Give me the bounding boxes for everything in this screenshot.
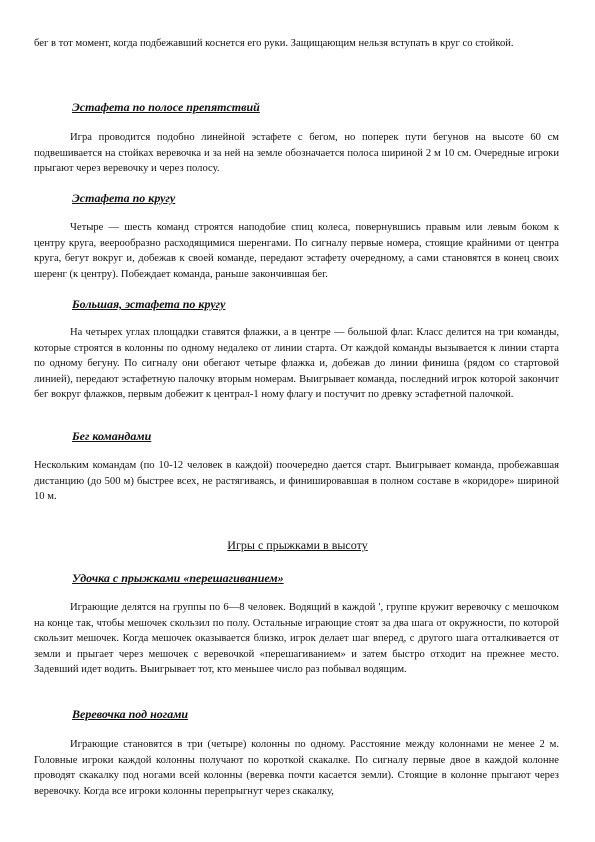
- paragraph-continuation: бег в тот момент, когда подбежавший коснется его руки. Защищающим нельзя вступать в круг со стойкой.: [34, 38, 514, 49]
- paragraph-jump-rod: Играющие делятся на группы по 6—8 человек. Водящий в каждой ', группе кружит веревочку с мешочком на конце так, чтобы мешочек скользил по полу. Остальные играющие стоят за два шага от окружности, по которой скользит мешочек. Когда мешочек оказывается близко, игрок делает шаг вперед, с другого шага отталкивается от земли и прыгает через мешочек с веревочкой «перешагиванием» и затем быстро отходит на прежнее место. Задевший идет водить. Выигрывает тот, кто меньшее число раз побывал водящим.: [34, 602, 559, 675]
- section-title-high-jump-games: Игры с прыжками в высоту: [227, 538, 368, 552]
- heading-jump-rod: Удочка с прыжками «перешагиванием»: [72, 571, 284, 585]
- paragraph-rope-under-feet: Играющие становятся в три (четыре) колонны по одному. Расстояние между колоннами не менее 2 м. Головные игроки каждой колонны получают по короткой скакалке. По сигналу первые двое в каждой колонне проводят скакалку под ногами всей колонны (веревка почти касается земли). Стоящие в колонне прыгают через веревочку. Когда все игроки колонны перепрыгнут через скакалку,: [34, 739, 559, 797]
- heading-big-circle-relay: Большая, эстафета по кругу: [72, 297, 226, 311]
- paragraph-team-run: Нескольким командам (по 10-12 человек в каждой) поочередно дается старт. Выигрывает команда, пробежавшая дистанцию (до 500 м) быстрее всех, не растягиваясь, и финишировавшая в полном составе в «коридоре» шириной 10 м.: [34, 460, 559, 502]
- heading-rope-under-feet: Веревочка под ногами: [72, 707, 189, 721]
- paragraph-big-circle-relay: На четырех углах площадки ставятся флажки, а в центре — большой флаг. Класс делится на три команды, которые строятся в колонны по одному недалеко от линии старта. От каждой команды вызывается к линии старта по одному бегуну. По сигналу они обегают четыре флажка и, добежав до линии финиша (рядом со стартовой линией), передают эстафетную палочку вторым номерам. Выигрывает команда, последний игрок которой закончит бег вокруг флажков, первым добежит к централ-1 ному флагу и постучит по древку эстафетной палочкой.: [34, 327, 559, 400]
- heading-obstacle-relay: Эстафета по полосе препятствий: [72, 100, 260, 114]
- heading-team-run: Бег командами: [72, 429, 152, 443]
- heading-circle-relay: Эстафета по кругу: [72, 191, 176, 205]
- paragraph-obstacle-relay: Игра проводится подобно линейной эстафете с бегом, но поперек пути бегунов на высоте 60 см подвешивается на стойках веревочка и за ней на земле обозначается полоса шириной 2 м 10 см. Очередные игроки прыгают через веревочку и через полосу.: [34, 132, 559, 174]
- paragraph-circle-relay: Четыре — шесть команд строятся наподобие спиц колеса, повернувшись правым или левым боком к центру круга, веерообразно расходящимися шеренгами. По сигналу первые номера, стоящие крайними от центра круга, бегут вокруг и, добежав к своей команде, передают эстафету очередному, а сами становятся в конец своих шеренг (к центру). Побеждает команда, раньше закончившая бег.: [34, 222, 559, 280]
